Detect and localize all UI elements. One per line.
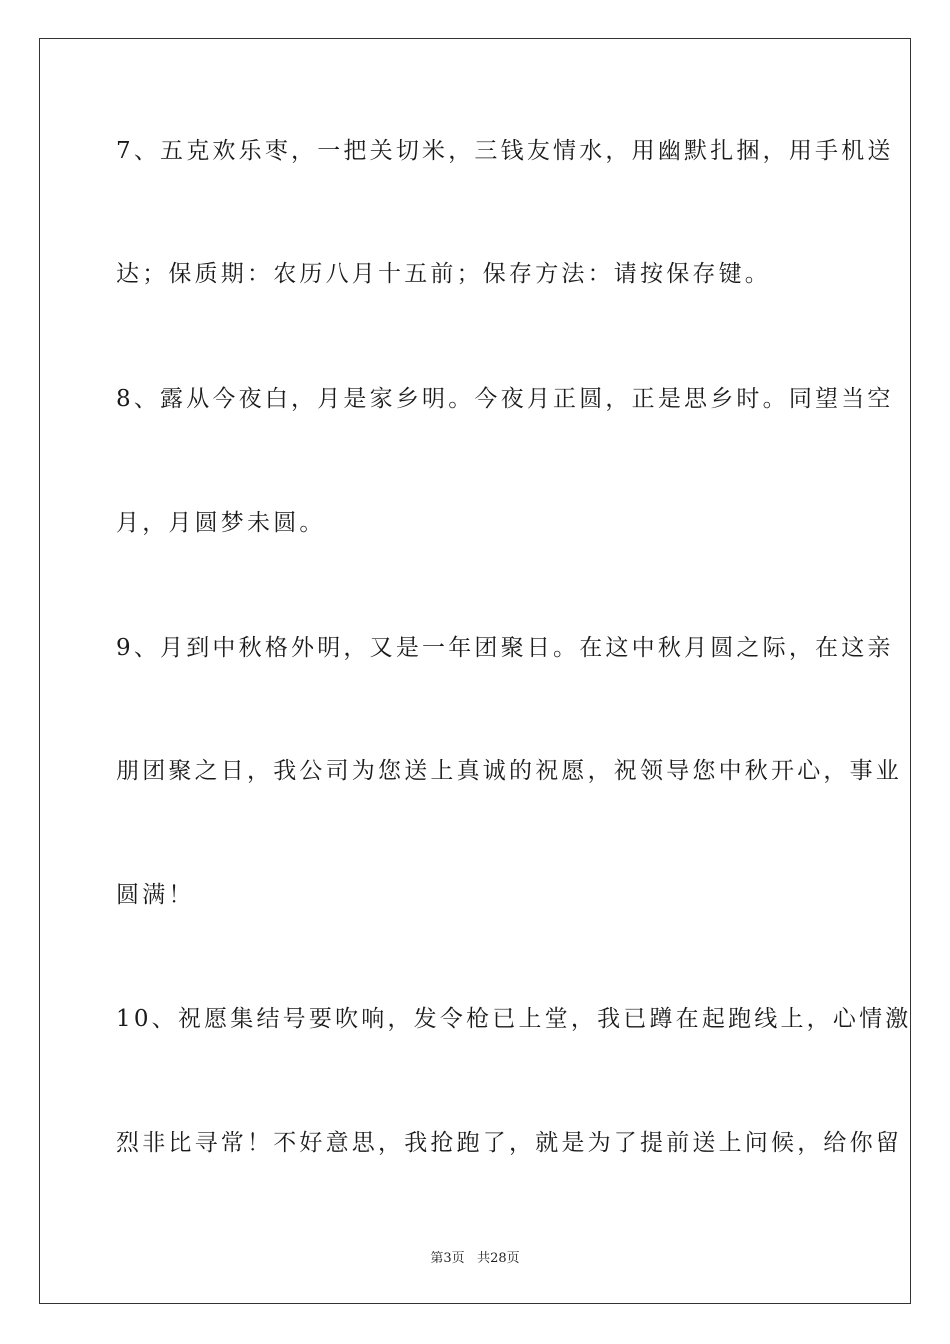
text-line-2: 达；保质期：农历八月十五前；保存方法：请按保存键。 [116,261,771,287]
text-line-5: 9、月到中秋格外明，又是一年团聚日。在这中秋月圆之际，在这亲 [116,635,894,661]
text-line-7: 圆满！ [116,882,195,908]
text-line-3: 8、露从今夜白，月是家乡明。今夜月正圆，正是思乡时。同望当空 [116,386,894,412]
page-footer [0,1247,950,1266]
page-total: 共28页 [477,1251,520,1266]
text-line-1: 7、五克欢乐枣，一把关切米，三钱友情水，用幽默扎捆，用手机送 [116,138,894,164]
text-line-8: 10、祝愿集结号要吹响，发令枪已上堂，我已蹲在起跑线上，心情激 [116,1006,912,1032]
text-line-9: 烈非比寻常！不好意思，我抢跑了，就是为了提前送上问候，给你留 [116,1130,902,1156]
text-line-4: 月，月圆梦未圆。 [116,510,326,536]
page-border [39,38,911,1304]
text-line-6: 朋团聚之日，我公司为您送上真诚的祝愿，祝领导您中秋开心，事业 [116,758,902,784]
page-number: 第3页 [430,1251,465,1266]
